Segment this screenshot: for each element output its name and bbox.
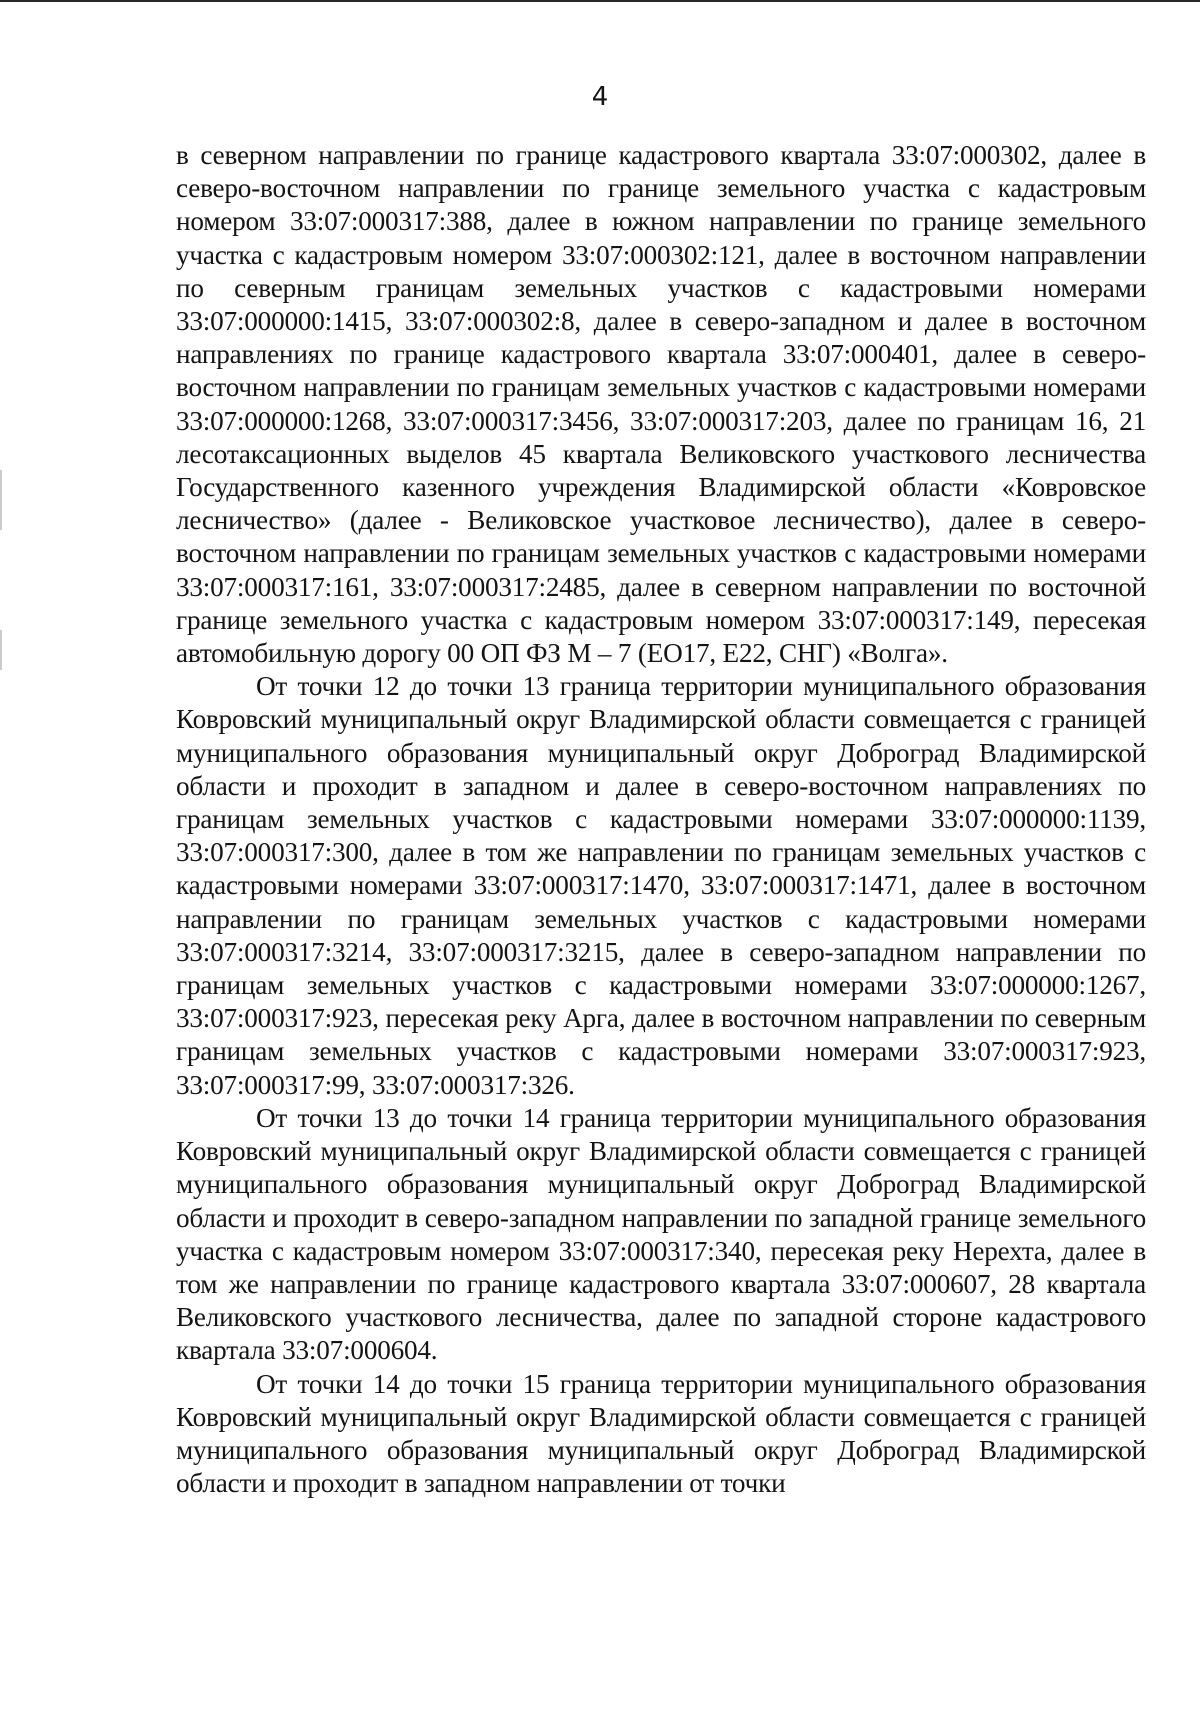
paragraph-1: в северном направлении по границе кадастрового квартала 33:07:000302, далее в северо-восточном направлении по границе земельного участка с кадастровым номером 33:07:000317:388, далее в южном направлении по границе земельного участка с кадастровым номером 33:07:000302:121, далее в восточном направлении по северным границам земельных участков с кадастровыми номерами 33:07:000000:1415, 33:07:000302:8, далее в северо-западном и далее в восточном направлениях по границе кадастрового квартала 33:07:000401, далее в северо-восточном направлении по границам земельных участков с кадастровыми номерами 33:07:000000:1268, 33:07:000317:3456, 33:07:000317:203, далее по границам 16, 21 лесотаксационных выделов 45 квартала Великовского участкового лесничества Государственного казенного учреждения Владимирской области «Ковровское лесничество» (далее - Великовское участковое лесничество), далее в северо-восточном направлении по границам земельных участков с кадастровыми номерами 33:07:000317:161, 33:07:000317:2485, далее в северном направлении по восточной границе земельного участка с кадастровым номером 33:07:000317:149, пересекая автомобильную дорогу 00 ОП ФЗ М – 7 (ЕО17, Е22, СНГ) «Волга». <box>176 140 1146 669</box>
top-border-line <box>0 0 1200 2</box>
scan-artifact <box>0 630 2 670</box>
paragraph-3: От точки 13 до точки 14 граница территории муниципального образования Ковровский муниципальный округ Владимирской области совмещается с границей муниципального образования муниципальный округ Доброград Владимирской области и проходит в северо-западном направлении по западной границе земельного участка с кадастровым номером 33:07:000317:340, пересекая реку Нерехта, далее в том же направлении по границе кадастрового квартала 33:07:000607, 28 квартала Великовского участкового лесничества, далее по западной стороне кадастрового квартала 33:07:000604. <box>176 1102 1146 1366</box>
scan-artifact <box>0 470 2 530</box>
paragraph-4: От точки 14 до точки 15 граница территории муниципального образования Ковровский муниципальный округ Владимирской области совмещается с границей муниципального образования муниципальный округ Доброград Владимирской области и проходит в западном направлении от точки <box>176 1368 1146 1499</box>
paragraph-2: От точки 12 до точки 13 граница территории муниципального образования Ковровский муниципальный округ Владимирской области совмещается с границей муниципального образования муниципальный округ Доброград Владимирской области и проходит в западном и далее в северо-восточном направлениях по границам земельных участков с кадастровыми номерами 33:07:000000:1139, 33:07:000317:300, далее в том же направлении по границам земельных участков с кадастровыми номерами 33:07:000317:1470, 33:07:000317:1471, далее в восточном направлении по границам земельных участков с кадастровыми номерами 33:07:000317:3214, 33:07:000317:3215, далее в северо-западном направлении по границам земельных участков с кадастровыми номерами 33:07:000000:1267, 33:07:000317:923, пересекая реку Арга, далее в восточном направлении по северным границам земельных участков с кадастровыми номерами 33:07:000317:923, 33:07:000317:99, 33:07:000317:326. <box>176 671 1146 1100</box>
page-number: 4 <box>591 82 609 112</box>
document-body <box>176 139 1146 1500</box>
